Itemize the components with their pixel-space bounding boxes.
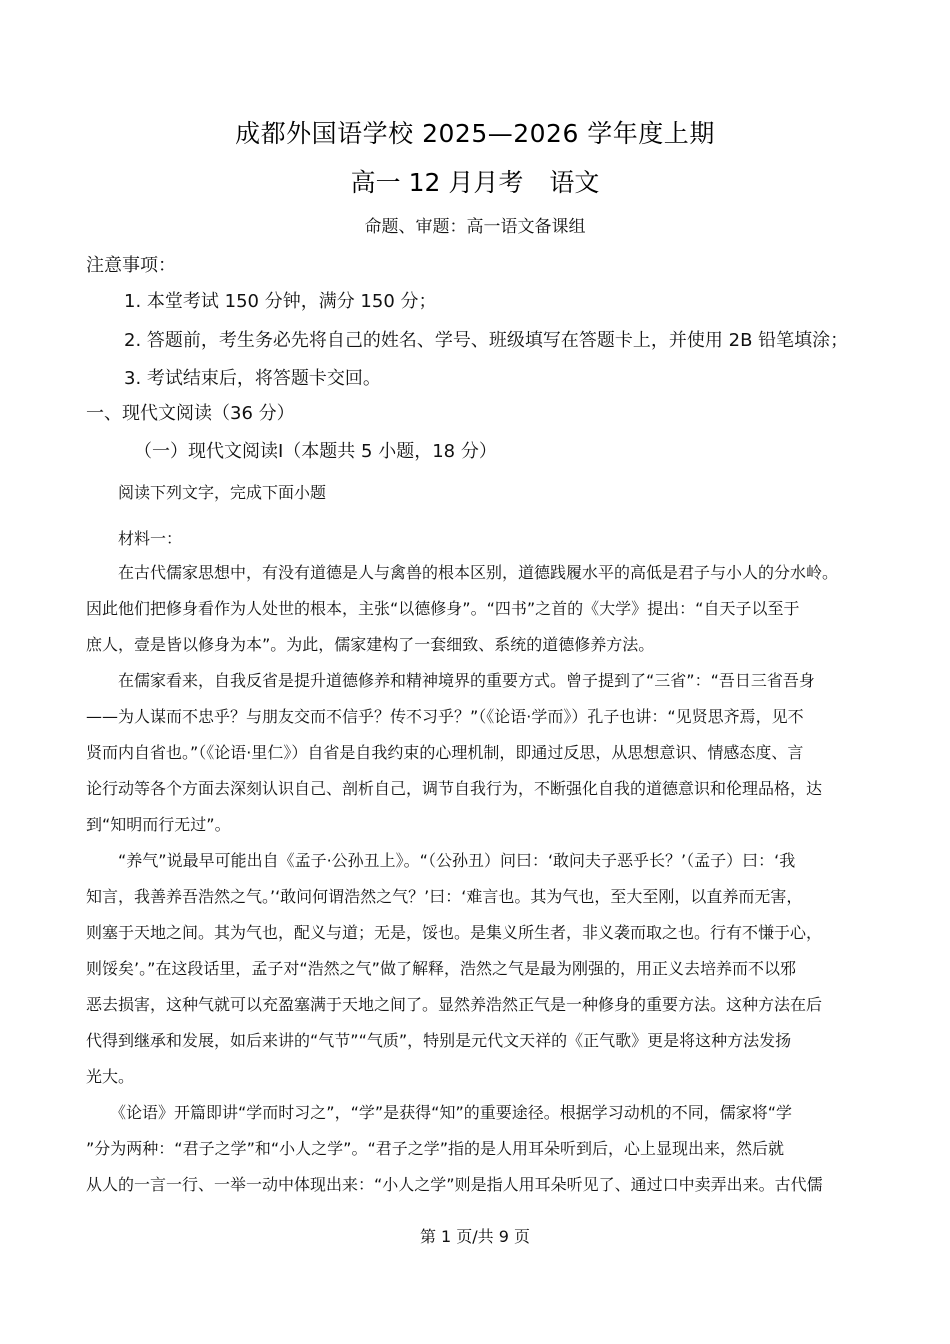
material-label: 材料一： bbox=[118, 529, 183, 548]
exam-subject: 语文 bbox=[549, 168, 600, 197]
passage-line: 光大。 bbox=[86, 1067, 135, 1086]
page-footer: 第 1 页/共 9 页 bbox=[419, 1227, 531, 1246]
section-heading: 一、现代文阅读（36 分） bbox=[86, 403, 295, 424]
passage-line: 则馁矣’。”在这段话里，孟子对“浩然之气”做了解释，浩然之气是最为刚强的，用正义去培养而不以邪 bbox=[86, 959, 796, 978]
passage-body bbox=[86, 555, 906, 1203]
passage-line: 代得到继承和发展，如后来讲的“气节”“气质”，特别是元代文天祥的《正气歌》更是将这种方法发扬 bbox=[86, 1031, 792, 1050]
passage-line: 庶人，壹是皆以修身为本”。为此，儒家建构了一套细致、系统的道德修养方法。 bbox=[86, 635, 655, 654]
passage-line: 从人的一言一行、一举一动中体现出来：“小人之学”则是指人用耳朵听见了、通过口中卖弄出来。古代儒 bbox=[86, 1175, 823, 1194]
passage-line: 知言，我善养吾浩然之气。’‘敢问何谓浩然之气？’曰：‘难言也。其为气也，至大至刚，以直养而无害， bbox=[86, 887, 803, 906]
passage-line: 恶去损害，这种气就可以充盈塞满于天地之间了。显然养浩然正气是一种修身的重要方法。这种方法在后 bbox=[86, 995, 823, 1014]
passage-line: “养气”说最早可能出自《孟子·公孙丑上》。“（公孙丑）问曰：‘敢问夫子恶乎长？’（孟子）曰：‘我 bbox=[86, 851, 796, 870]
exam-author: 命题、审题：高一语文备课组 bbox=[364, 217, 586, 237]
passage-line: 到“知明而行无过”。 bbox=[86, 815, 231, 834]
passage-line: 论行动等各个方面去深刻认识自己、剖析自己，调节自我行为，不断强化自我的道德意识和伦理品格，达 bbox=[86, 779, 823, 798]
reading-instruction: 阅读下列文字，完成下面小题 bbox=[118, 483, 327, 502]
exam-subtitle bbox=[0, 163, 950, 199]
exam-grade-month: 高一 12 月月考 bbox=[350, 168, 524, 197]
passage-line: ”分为两种：“君子之学”和“小人之学”。“君子之学”指的是人用耳朵听到后，心上显现出来，然后就 bbox=[86, 1139, 785, 1158]
passage-line: 则塞于天地之间。其为气也，配义与道；无是，馁也。是集义所生者，非义袭而取之也。行有不慊于心， bbox=[86, 923, 823, 942]
notes-heading: 注意事项： bbox=[86, 255, 176, 276]
passage-line: 《论语》开篇即讲“学而时习之”，“学”是获得“知”的重要途径。根据学习动机的不同，儒家将“学 bbox=[86, 1103, 793, 1122]
note-item-3: 3. 考试结束后，将答题卡交回。 bbox=[124, 368, 381, 389]
note-item-1: 1. 本堂考试 150 分钟，满分 150 分； bbox=[124, 291, 437, 312]
note-item-2: 2. 答题前，考生务必先将自己的姓名、学号、班级填写在答题卡上，并使用 2B 铅笔填涂； bbox=[124, 330, 849, 351]
passage-line: 在古代儒家思想中，有没有道德是人与禽兽的根本区别，道德践履水平的高低是君子与小人的分水岭。 bbox=[86, 563, 839, 582]
passage-line: 因此他们把修身看作为人处世的根本，主张“以德修身”。“四书”之首的《大学》提出：“自天子以至于 bbox=[86, 599, 800, 618]
subsection-heading: （一）现代文阅读Ⅰ（本题共 5 小题，18 分） bbox=[134, 441, 497, 462]
passage-line: ——为人谋而不忠乎？与朋友交而不信乎？传不习乎？”（《论语·学而》）孔子也讲：“见贤思齐焉，见不 bbox=[86, 707, 804, 726]
passage-line: 在儒家看来，自我反省是提升道德修养和精神境界的重要方式。曾子提到了“三省”：“吾日三省吾身 bbox=[86, 671, 815, 690]
passage-line: 贤而内自省也。”（《论语·里仁》）自省是自我约束的心理机制，即通过反思，从思想意识、情感态度、言 bbox=[86, 743, 804, 762]
exam-title: 成都外国语学校 2025—2026 学年度上期 bbox=[235, 119, 715, 148]
